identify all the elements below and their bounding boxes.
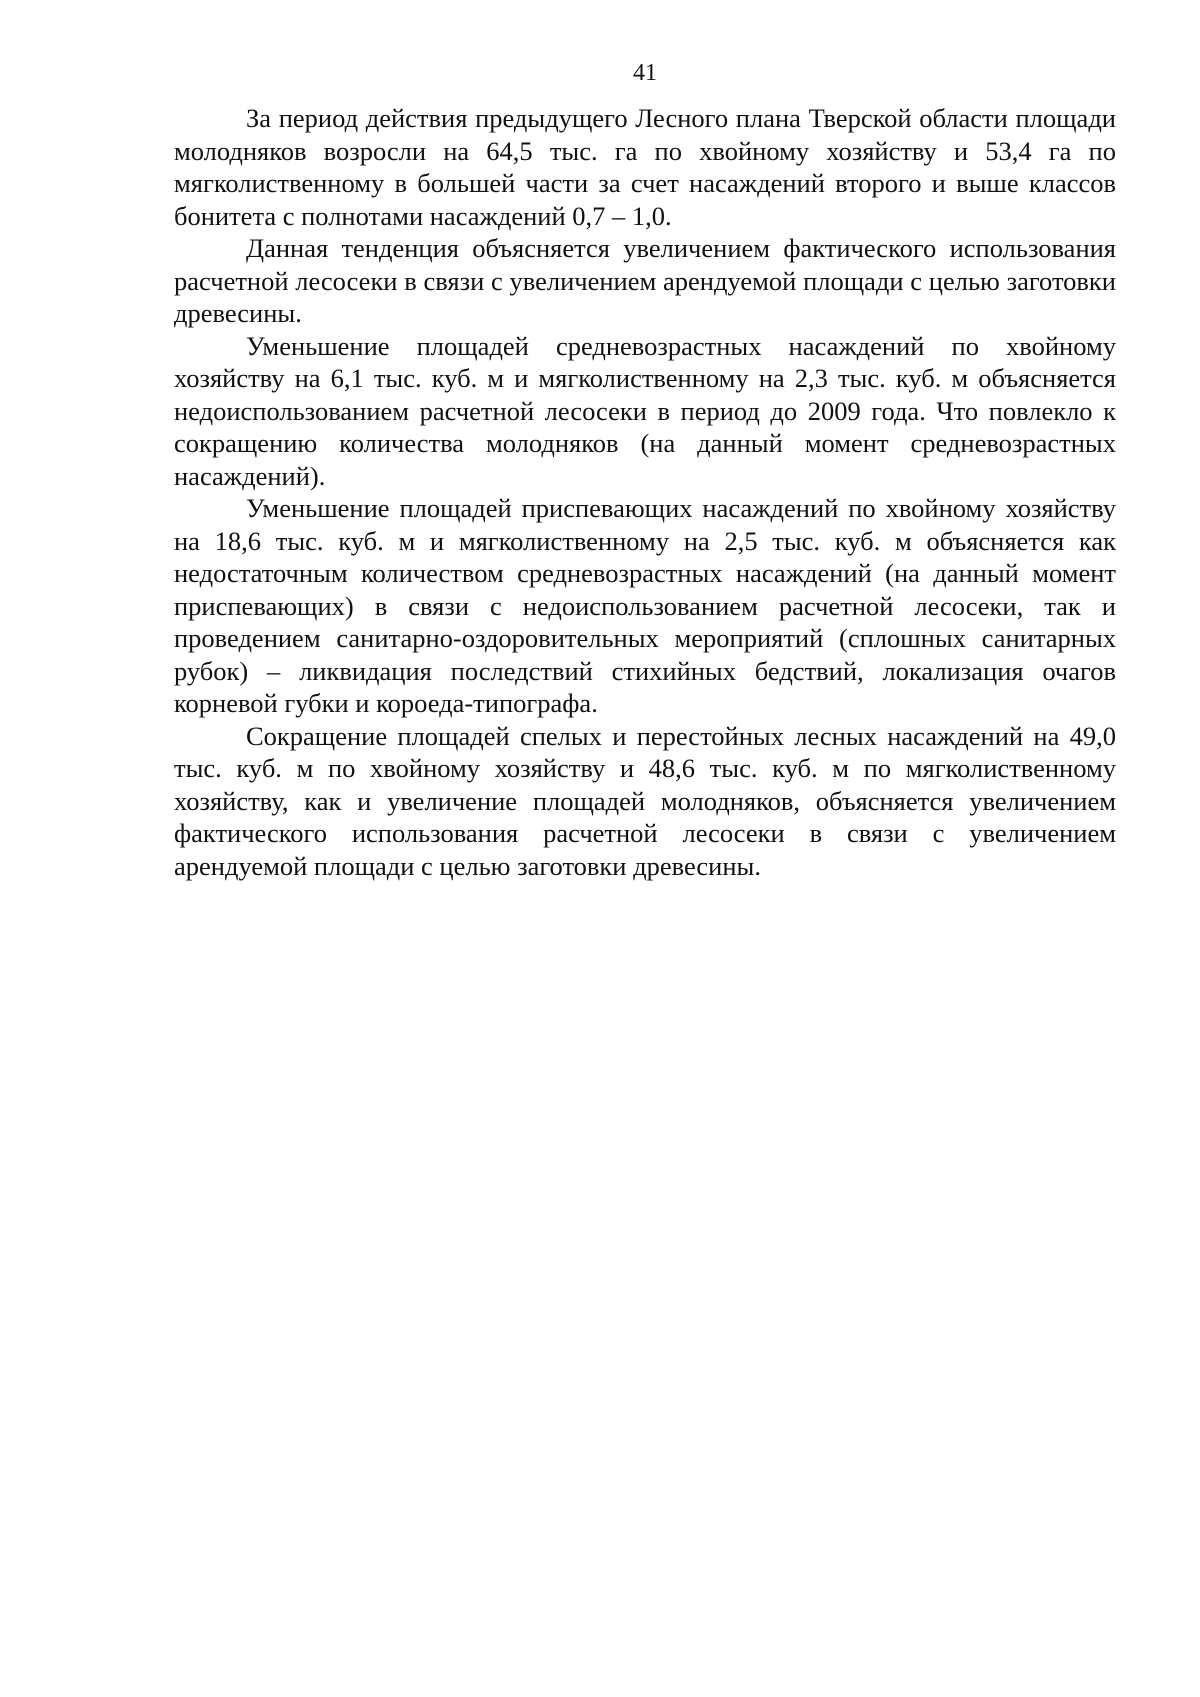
paragraph-3: Уменьшение площадей средневозрастных насаждений по хвойному хозяйству на 6,1 тыс. куб. м и мягколиственному на 2,3 тыс. куб. м объясняется недоиспользованием расчетной лесосеки в период до 2009 года. Что повлекло к сокращению количества молодняков (на данный момент средневозрастных насаждений). — [174, 330, 1116, 491]
paragraph-2: Данная тенденция объясняется увеличением фактического использования расчетной лесосеки в связи с увеличением арендуемой площади с целью заготовки древесины. — [174, 233, 1116, 328]
paragraph-5: Сокращение площадей спелых и перестойных лесных насаждений на 49,0 тыс. куб. м по хвойному хозяйству и 48,6 тыс. куб. м по мягколиственному хозяйству, как и увеличение площадей молодняков, объясняется увеличением фактического использования расчетной лесосеки в связи с увеличением арендуемой площади с целью заготовки древесины. — [174, 720, 1116, 881]
document-body — [174, 102, 1116, 882]
paragraph-4: Уменьшение площадей приспевающих насаждений по хвойному хозяйству на 18,6 тыс. куб. м и мягколиственному на 2,5 тыс. куб. м объясняется как недостаточным количеством средневозрастных насаждений (на данный момент приспевающих) в связи с недоиспользованием расчетной лесосеки, так и проведением санитарно-оздоровительных мероприятий (сплошных санитарных рубок) – ликвидация последствий стихийных бедствий, локализация очагов корневой губки и короеда-типографа. — [174, 493, 1116, 718]
page-number: 41 — [633, 60, 657, 86]
paragraph-1: За период действия предыдущего Лесного плана Тверской области площади молодняков возросли на 64,5 тыс. га по хвойному хозяйству и 53,4 га по мягколиственному в большей части за счет насаждений второго и выше классов бонитета с полнотами насаждений 0,7 – 1,0. — [174, 103, 1116, 231]
